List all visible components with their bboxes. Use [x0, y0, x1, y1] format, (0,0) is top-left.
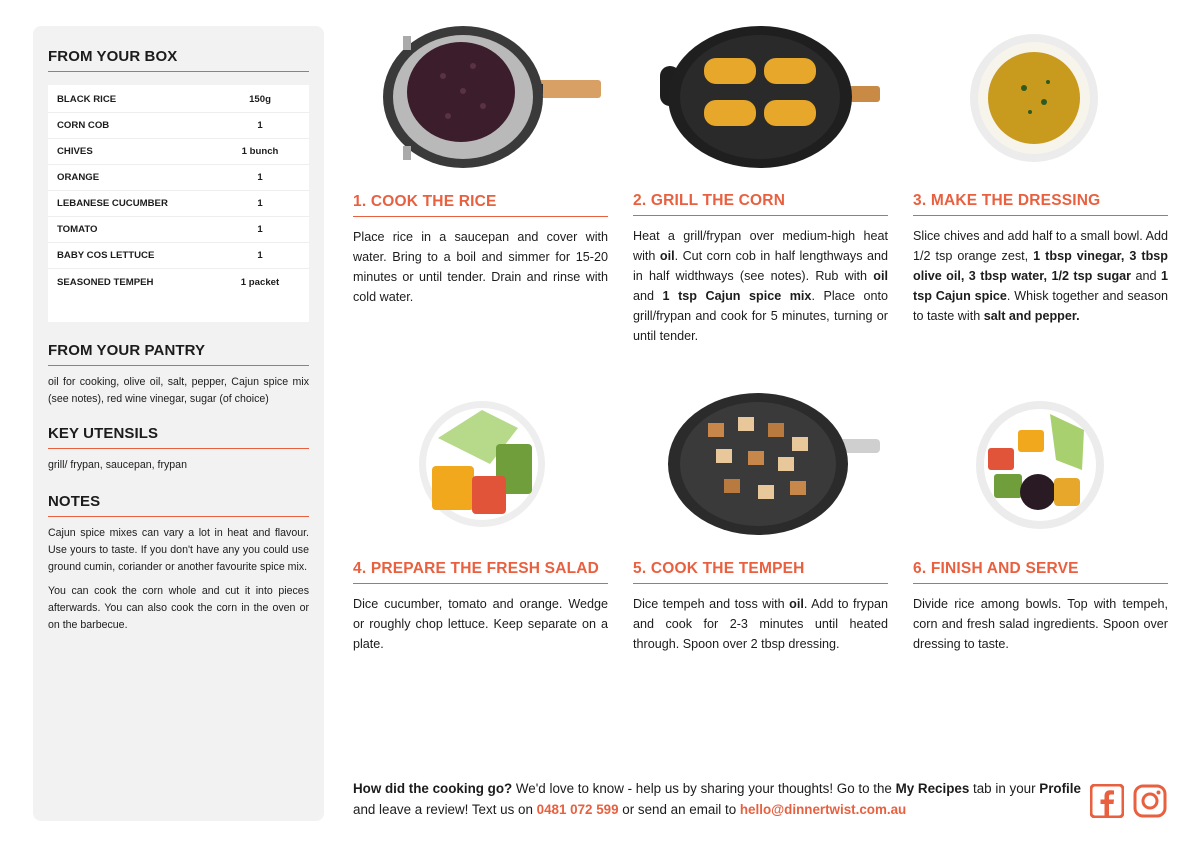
- step-1: [353, 193, 608, 307]
- step-title: 2. GRILL THE CORN: [633, 192, 888, 216]
- step-body: Heat a grill/frypan over medium-high heat with oil. Cut corn cob in half lengthways and in half widthways (see notes). Rub with oil and 1 tsp Cajun spice mix. Place onto grill/frypan and cook for 5 minutes, turning or until tender.: [633, 229, 889, 343]
- email-link[interactable]: hello@dinnertwist.com.au: [739, 802, 907, 817]
- step-6: [913, 560, 1168, 654]
- step-title: 1. COOK THE RICE: [353, 193, 608, 217]
- step-4: [353, 560, 608, 654]
- box-ingredients-table: [48, 85, 309, 322]
- from-your-pantry-title: FROM YOUR PANTRY: [48, 342, 309, 366]
- ingredient-name: BABY COS LETTUCE: [57, 250, 155, 261]
- notes-paragraph: You can cook the corn whole and cut it into pieces afterwards. You can also cook the corn in the oven or on the barbecue.: [48, 585, 309, 631]
- step-title: 4. PREPARE THE FRESH SALAD: [353, 560, 608, 584]
- table-row: [48, 113, 309, 139]
- step-3: [913, 192, 1168, 326]
- instagram-icon[interactable]: [1133, 784, 1167, 818]
- step-title: 5. COOK THE TEMPEH: [633, 560, 888, 584]
- table-row: [48, 217, 309, 243]
- grilled-corn-photo: [660, 26, 882, 168]
- step-body: Divide rice among bowls. Top with tempeh, corn and fresh salad ingredients. Spoon over dressing to taste.: [913, 597, 1168, 651]
- table-row: [48, 243, 309, 269]
- pantry-text: oil for cooking, olive oil, salt, pepper, Cajun spice mix (see notes), red wine vinegar, sugar (of choice): [48, 376, 309, 405]
- ingredient-name: ORANGE: [57, 172, 100, 183]
- tempeh-frypan-photo: [668, 393, 882, 535]
- ingredient-qty: 1: [257, 120, 263, 131]
- table-row: [48, 87, 309, 113]
- ingredient-qty: 1: [257, 172, 263, 183]
- ingredients-sidebar: [33, 26, 324, 821]
- rice-strainer-photo: [383, 26, 603, 168]
- ingredient-qty: 1: [257, 224, 263, 235]
- table-row: [48, 191, 309, 217]
- step-title: 3. MAKE THE DRESSING: [913, 192, 1168, 216]
- from-your-box-title: FROM YOUR BOX: [48, 48, 309, 72]
- key-utensils-title: KEY UTENSILS: [48, 425, 309, 449]
- ingredient-qty: 1: [257, 198, 263, 209]
- finished-bowl-photo: [972, 400, 1108, 530]
- notes-paragraph: Cajun spice mixes can vary a lot in heat and flavour. Use yours to taste. If you don't have any you could use ground cumin, coriander or another favourite spice mix.: [48, 527, 309, 573]
- step-body: Dice cucumber, tomato and orange. Wedge or roughly chop lettuce. Keep separate on a plate.: [353, 597, 608, 651]
- ingredient-name: CORN COB: [57, 120, 110, 131]
- step-title: 6. FINISH AND SERVE: [913, 560, 1168, 584]
- table-row: [48, 269, 309, 295]
- ingredient-name: TOMATO: [57, 224, 98, 235]
- ingredient-name: CHIVES: [57, 146, 93, 157]
- step-body: Dice tempeh and toss with oil. Add to frypan and cook for 2-3 minutes until heated through. Spoon over 2 tbsp dressing.: [633, 597, 888, 651]
- phone-number-link[interactable]: 0481 072 599: [536, 802, 619, 817]
- feedback-footer: How did the cooking go? We'd love to know - help us by sharing your thoughts! Go to the My Recipes tab in your Profile and leave a review! Text us on 0481 072 599 or send an email to hello@dinnertwist.com.au: [353, 781, 1081, 817]
- ingredient-qty: 150g: [249, 94, 271, 105]
- ingredient-qty: 1 packet: [240, 276, 280, 288]
- ingredient-name: BLACK RICE: [57, 94, 117, 105]
- profile-link[interactable]: Profile: [1039, 781, 1081, 796]
- ingredient-name: SEASONED TEMPEH: [57, 276, 154, 288]
- dressing-bowl-photo: [968, 32, 1100, 164]
- my-recipes-link[interactable]: My Recipes: [895, 781, 970, 796]
- table-row: [48, 165, 309, 191]
- ingredient-qty: 1 bunch: [241, 146, 279, 157]
- utensils-text: grill/ frypan, saucepan, frypan: [48, 459, 187, 471]
- step-body: Place rice in a saucepan and cover with water. Bring to a boil and simmer for 15-20 minutes or until tender. Drain and rinse with cold water.: [353, 230, 608, 304]
- ingredient-qty: 1: [257, 250, 263, 261]
- facebook-icon[interactable]: [1090, 784, 1124, 818]
- step-body: Slice chives and add half to a small bowl. Add 1/2 tsp orange zest, 1 tbsp vinegar, 3 tbsp olive oil, 3 tbsp water, 1/2 tsp sugar and 1 tsp Cajun spice. Whisk together and season to taste with salt and pepper.: [913, 229, 1168, 323]
- step-2: [633, 192, 888, 346]
- ingredient-name: LEBANESE CUCUMBER: [57, 198, 168, 209]
- step-5: [633, 560, 888, 654]
- table-row: [48, 139, 309, 165]
- fresh-salad-photo: [418, 398, 546, 530]
- notes-title: NOTES: [48, 493, 309, 517]
